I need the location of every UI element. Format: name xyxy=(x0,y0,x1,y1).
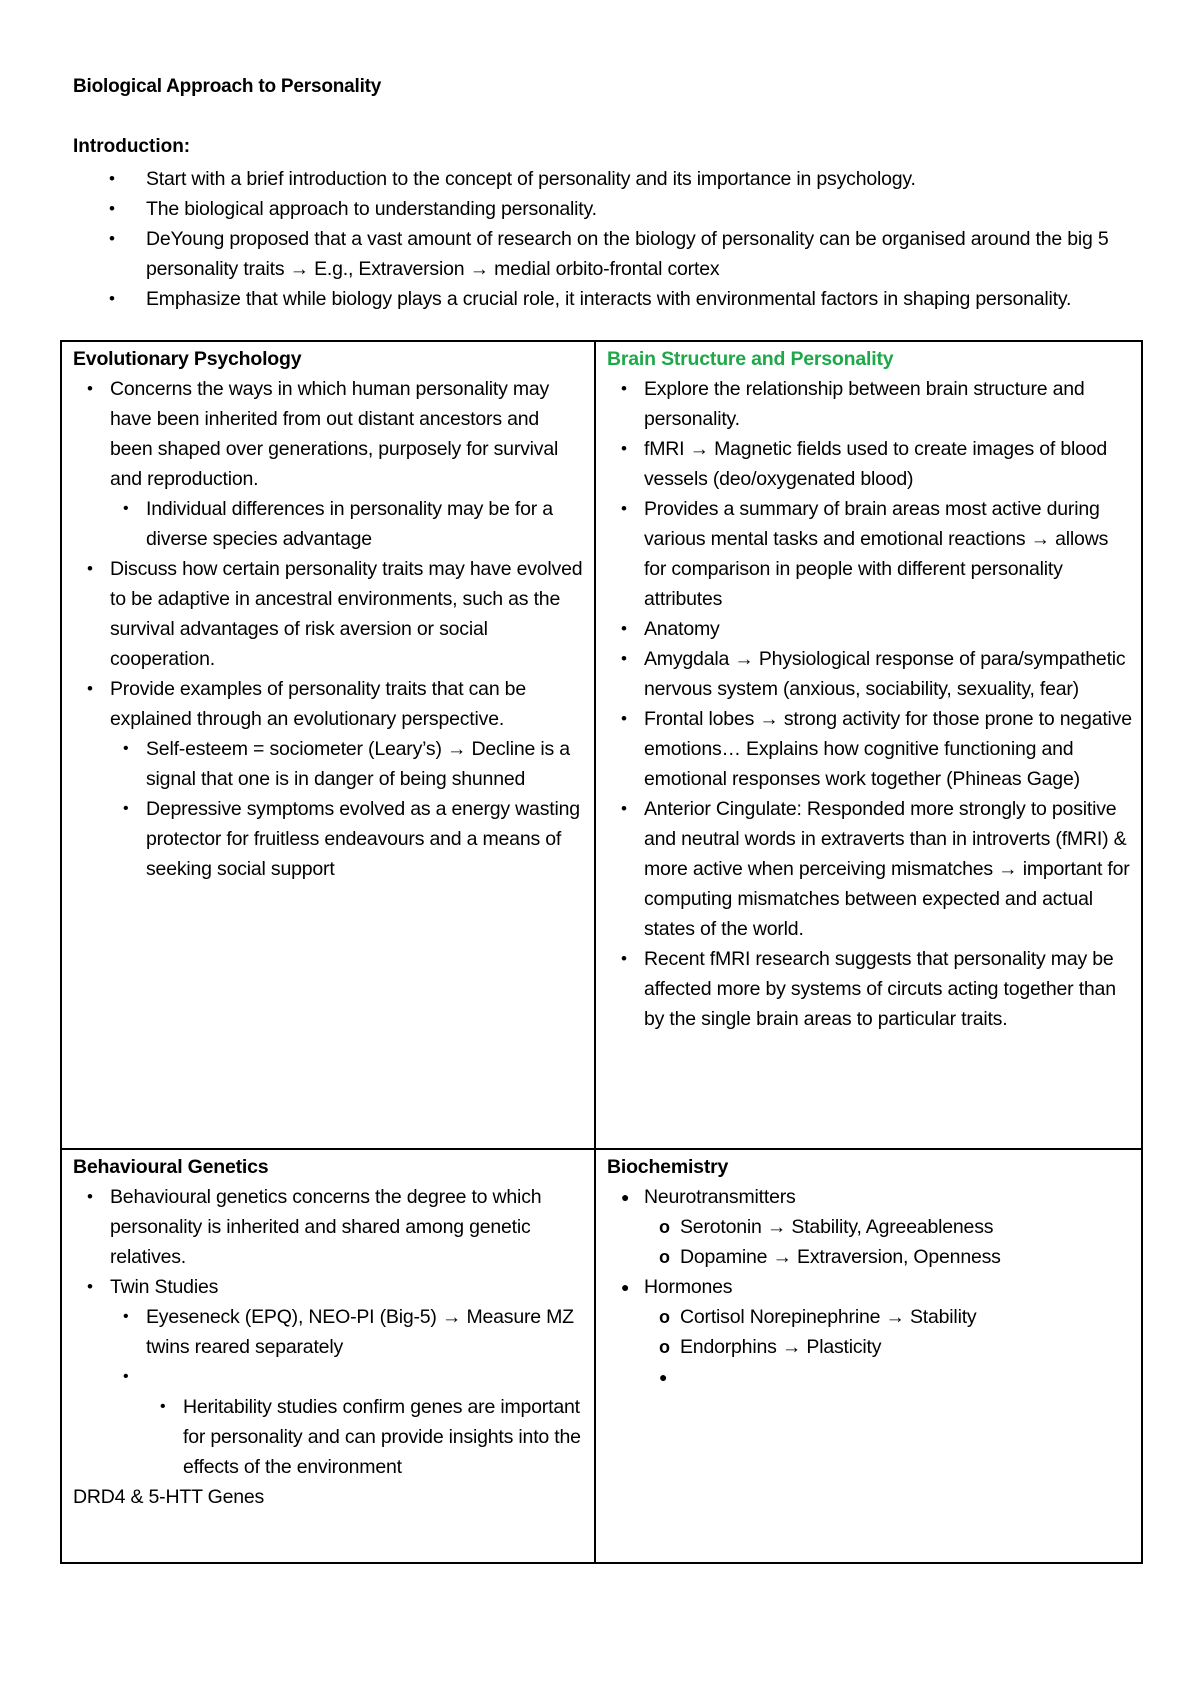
list-item: • Self-esteem = sociometer (Leary’s) → Decline is a signal that one is in danger of being shunned xyxy=(109,734,586,794)
bullet-icon: • xyxy=(621,619,627,638)
list-item: • Twin Studies xyxy=(73,1272,586,1302)
list-item: • Discuss how certain personality traits may have evolved to be adaptive in ancestral environments, such as the survival advantages of risk aversion or social cooperation. xyxy=(73,554,586,674)
intro-heading: Introduction: xyxy=(73,136,191,157)
bullet-icon: ● xyxy=(621,1279,630,1295)
bullet-icon: • xyxy=(621,499,627,518)
list-item xyxy=(643,1362,1135,1392)
bullet-icon: • xyxy=(87,379,93,398)
behavioural-genetics-cell xyxy=(62,1150,594,1564)
circle-bullet-icon: o xyxy=(659,1307,670,1327)
list-item: • Heritability studies confirm genes are important for personality and can provide insights into the effects of the environment xyxy=(146,1392,586,1482)
brain-structure-cell xyxy=(596,342,1143,1148)
bullet-icon: • xyxy=(109,169,115,188)
list-item: • Anterior Cingulate: Responded more strongly to positive and neutral words in extraverts than in introverts (fMRI) & more active when perceiving mismatches → important for computing mismatches between expected and actual states of the world. xyxy=(607,794,1135,944)
hormones-sublist xyxy=(607,1302,1135,1392)
bullet-icon: • xyxy=(123,1368,129,1385)
list-item: o Serotonin → Stability, Agreeableness xyxy=(643,1212,1135,1242)
list-item: • Anatomy xyxy=(607,614,1135,644)
genes-note: DRD4 & 5-HTT Genes xyxy=(73,1486,265,1508)
bullet-icon: • xyxy=(123,740,129,757)
bullet-icon: • xyxy=(109,289,115,308)
bullet-icon: • xyxy=(87,679,93,698)
list-item: • fMRI → Magnetic fields used to create images of blood vessels (deo/oxygenated blood) xyxy=(607,434,1135,494)
cell-title: Brain Structure and Personality xyxy=(607,348,894,370)
bullet-icon: • xyxy=(109,199,115,218)
list-item: • Emphasize that while biology plays a crucial role, it interacts with environmental factors in shaping personality. xyxy=(73,284,1153,314)
list-item: • Provides a summary of brain areas most active during various mental tasks and emotional reactions → allows for comparison in people with different personality attributes xyxy=(607,494,1135,614)
bullet-icon: • xyxy=(109,229,115,248)
genetics-subsublist xyxy=(73,1392,586,1482)
list-item: • Recent fMRI research suggests that personality may be affected more by systems of circuts acting together than by the single brain areas to particular traits. xyxy=(607,944,1135,1034)
list-item: o Cortisol Norepinephrine → Stability xyxy=(643,1302,1135,1332)
evolutionary-psychology-cell xyxy=(62,342,594,1148)
list-item: • DeYoung proposed that a vast amount of research on the biology of personality can be organised around the big 5 personality traits → E.g., Extraversion → medial orbito-frontal cortex xyxy=(73,224,1153,284)
list-item: • Behavioural genetics concerns the degree to which personality is inherited and shared among genetic relatives. xyxy=(73,1182,586,1272)
genetics-sublist xyxy=(73,1302,586,1392)
list-item: • Amygdala → Physiological response of para/sympathetic nervous system (anxious, sociability, sexuality, fear) xyxy=(607,644,1135,704)
brain-list xyxy=(607,374,1135,1034)
evolutionary-sublist xyxy=(73,494,586,554)
neurotransmitters-sublist xyxy=(607,1212,1135,1272)
circle-bullet-icon: o xyxy=(659,1247,670,1267)
bullet-icon: • xyxy=(87,1277,93,1296)
biochemistry-cell xyxy=(596,1150,1143,1564)
bullet-icon: ● xyxy=(621,1189,630,1205)
list-item: • Concerns the ways in which human personality may have been inherited from out distant ancestors and been shaped over generations, purposely for survival and reproduction. xyxy=(73,374,586,494)
list-item: • Provide examples of personality traits that can be explained through an evolutionary perspective. xyxy=(73,674,586,734)
bullet-icon: • xyxy=(87,1187,93,1206)
evolutionary-list xyxy=(73,554,586,734)
list-item xyxy=(109,1362,586,1392)
bullet-icon: ● xyxy=(659,1369,668,1385)
circle-bullet-icon: o xyxy=(659,1217,670,1237)
list-item: • The biological approach to understanding personality. xyxy=(73,194,1153,224)
bullet-icon: • xyxy=(123,1308,129,1325)
list-item: o Dopamine → Extraversion, Openness xyxy=(643,1242,1135,1272)
document-title: Biological Approach to Personality xyxy=(73,76,382,97)
bullet-icon: • xyxy=(87,559,93,578)
bullet-icon: • xyxy=(123,500,129,517)
list-item: • Depressive symptoms evolved as a energy wasting protector for fruitless endeavours and a means of seeking social support xyxy=(109,794,586,884)
topics-table xyxy=(60,340,1143,1564)
bullet-icon: • xyxy=(123,800,129,817)
list-item: o Endorphins → Plasticity xyxy=(643,1332,1135,1362)
bullet-icon: • xyxy=(621,649,627,668)
genetics-list xyxy=(73,1182,586,1302)
list-item: • Eyeseneck (EPQ), NEO-PI (Big-5) → Measure MZ twins reared separately xyxy=(109,1302,586,1362)
list-item: ● Hormones xyxy=(607,1272,1135,1302)
circle-bullet-icon: o xyxy=(659,1337,670,1357)
list-item: • Frontal lobes → strong activity for those prone to negative emotions… Explains how cognitive functioning and emotional responses work together (Phineas Gage) xyxy=(607,704,1135,794)
cell-title: Evolutionary Psychology xyxy=(73,348,302,370)
list-item: ● Neurotransmitters xyxy=(607,1182,1135,1212)
biochem-list xyxy=(607,1272,1135,1302)
bullet-icon: • xyxy=(621,439,627,458)
bullet-icon: • xyxy=(621,709,627,728)
bullet-icon: • xyxy=(621,799,627,818)
evolutionary-sublist xyxy=(73,734,586,884)
bullet-icon: • xyxy=(621,379,627,398)
intro-list xyxy=(73,164,1153,314)
list-item: • Individual differences in personality may be for a diverse species advantage xyxy=(109,494,586,554)
bullet-icon: • xyxy=(160,1398,166,1415)
list-item: • Explore the relationship between brain structure and personality. xyxy=(607,374,1135,434)
cell-title: Biochemistry xyxy=(607,1156,729,1178)
cell-title: Behavioural Genetics xyxy=(73,1156,269,1178)
list-item: • Start with a brief introduction to the concept of personality and its importance in psychology. xyxy=(73,164,1153,194)
biochem-list xyxy=(607,1182,1135,1212)
evolutionary-list xyxy=(73,374,586,494)
bullet-icon: • xyxy=(621,949,627,968)
